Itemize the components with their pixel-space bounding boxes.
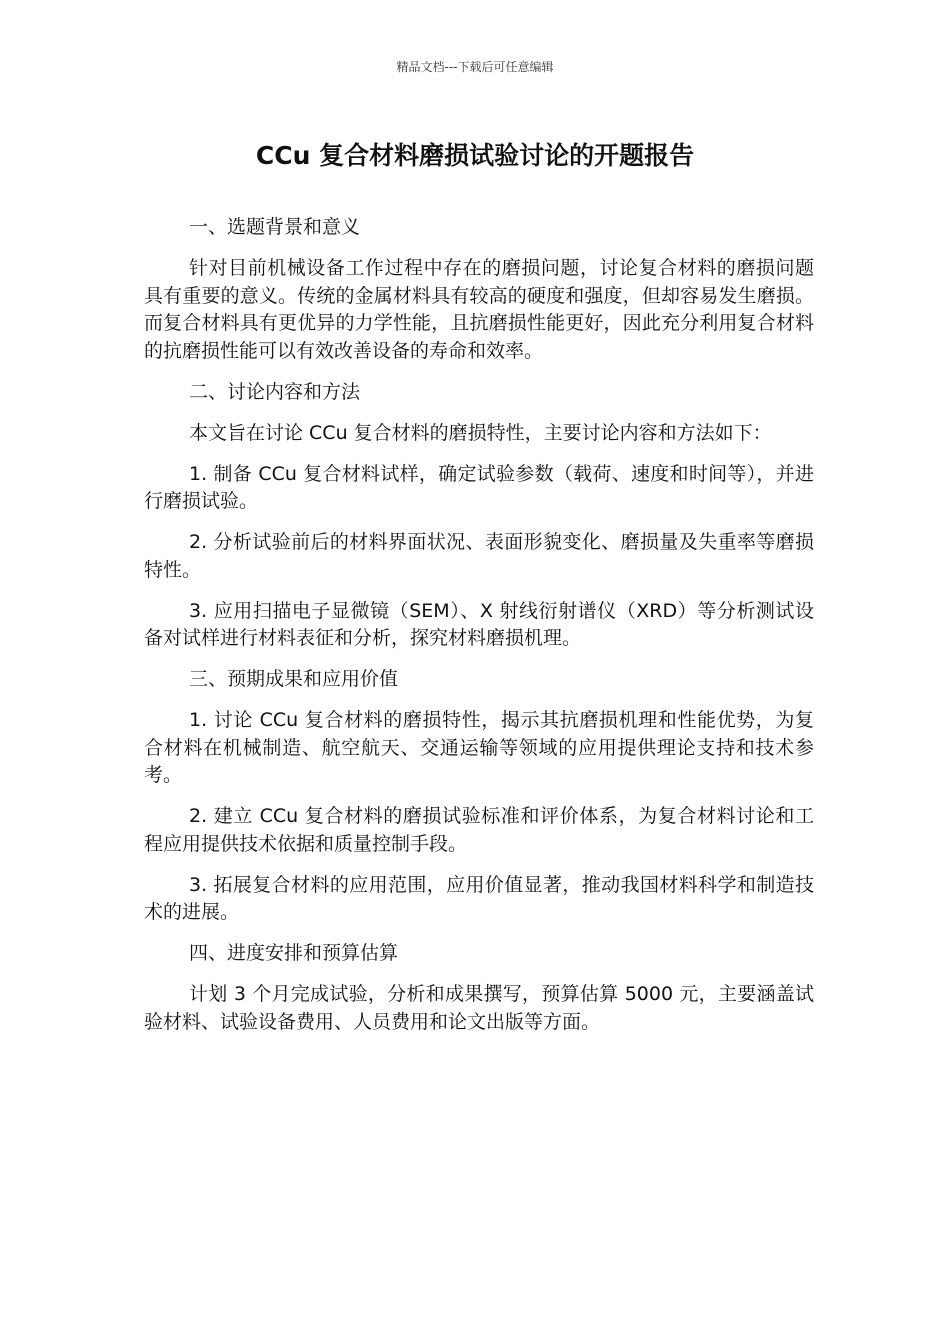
section-heading-background: 一、选题背景和意义	[189, 216, 361, 238]
list-item-method-3: 3. 应用扫描电子显微镜（SEM）、X 射线衍射谱仪（XRD）等分析测试设备对试样进行材料表征和分析，探究材料磨损机理。	[144, 599, 814, 649]
paragraph-background: 针对目前机械设备工作过程中存在的磨损问题，讨论复合材料的磨损问题具有重要的意义。传统的金属材料具有较高的硬度和强度，但却容易发生磨损。而复合材料具有更优异的力学性能，且抗磨损性能更好，因此充分利用复合材料的抗磨损性能可以有效改善设备的寿命和效率。	[144, 257, 814, 362]
list-item-method-1: 1. 制备 CCu 复合材料试样，确定试验参数（载荷、速度和时间等），并进行磨损试验。	[144, 462, 814, 512]
document-body	[144, 214, 814, 1050]
list-item-result-2: 2. 建立 CCu 复合材料的磨损试验标准和评价体系，为复合材料讨论和工程应用提供技术依据和质量控制手段。	[144, 805, 814, 855]
header-watermark: 精品文档---下载后可任意编辑	[396, 60, 554, 74]
section-heading-schedule-budget: 四、进度安排和预算估算	[189, 942, 399, 964]
paragraph-content-intro: 本文旨在讨论 CCu 复合材料的磨损特性，主要讨论内容和方法如下：	[189, 421, 772, 444]
list-item-result-3: 3. 拓展复合材料的应用范围，应用价值显著，推动我国材料科学和制造技术的进展。	[144, 873, 814, 923]
section-heading-expected-results: 三、预期成果和应用价值	[189, 668, 399, 690]
document-title: CCu 复合材料磨损试验讨论的开题报告	[255, 141, 695, 170]
list-item-result-1: 1. 讨论 CCu 复合材料的磨损特性，揭示其抗磨损机理和性能优势，为复合材料在机械制造、航空航天、交通运输等领域的应用提供理论支持和技术参考。	[144, 709, 814, 786]
list-item-method-2: 2. 分析试验前后的材料界面状况、表面形貌变化、磨损量及失重率等磨损特性。	[144, 531, 814, 581]
paragraph-schedule-budget: 计划 3 个月完成试验，分析和成果撰写，预算估算 5000 元，主要涵盖试验材料、试验设备费用、人员费用和论文出版等方面。	[144, 983, 814, 1033]
section-heading-content-methods: 二、讨论内容和方法	[189, 380, 361, 403]
